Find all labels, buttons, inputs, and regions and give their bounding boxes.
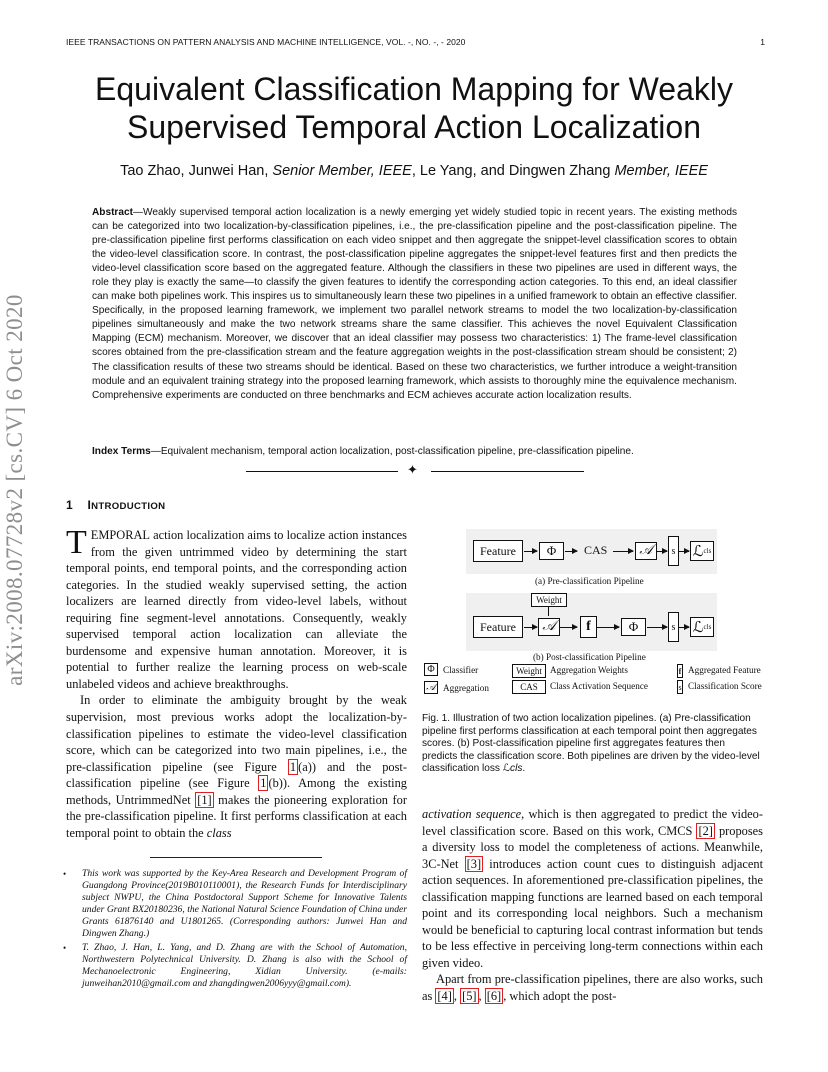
author-names-2: , Le Yang, and Dingwen Zhang <box>411 163 611 179</box>
loss-box-b <box>690 617 714 637</box>
drop-cap: T <box>66 524 87 561</box>
section-heading <box>66 498 165 512</box>
legend-classifier: Classifier <box>443 665 479 675</box>
figure-ref-link[interactable]: 1 <box>260 776 267 791</box>
cas-label: CAS <box>584 543 608 557</box>
authors <box>0 163 828 179</box>
left-column <box>66 524 408 841</box>
legend-weight-icon: Weight <box>512 664 546 678</box>
aggregation-box-a: 𝒜 <box>635 542 657 560</box>
author-role-1: Senior Member, IEEE <box>272 163 412 179</box>
legend-weights: Aggregation Weights <box>550 665 628 675</box>
figure-ref-link[interactable]: 1 <box>289 759 297 774</box>
caption-end: . <box>522 763 526 775</box>
legend-phi-icon: Φ <box>424 663 438 676</box>
footnote-funding-text: This work was supported by the Key-Area Research and Development Program of Guangdong Province(2019B010110001), the Research Funds for Interdisciplinary subject NWPU, the China Postdoctoral Support Scheme for Innovative Talents under Grant BX20180236, the National Natural Science Foundation of China under Grants 61876140 and U1801265. (Corresponding authors: Junwei Han and Dingwen Zhang.) <box>82 868 407 940</box>
section-title-initial: I <box>87 498 92 512</box>
weight-box: Weight <box>531 593 567 607</box>
right-text-3: introduces action count cues to distinguish adjacent action sequences. In aforementioned pre-classification pipelines, the classification mapping functions are learned based on each temporal point and its corresponding local neighbors. Such a mechanism would be beneficial to capturing local contrast information but tends to be less effective in perceiving long-term connections within each given video. <box>422 856 764 970</box>
intro-paragraph-2 <box>66 692 407 841</box>
loss-subscript: cls <box>703 547 712 555</box>
feature-box-a: Feature <box>473 540 523 562</box>
classifier-phi-box-a: Φ <box>539 542 564 560</box>
panel-b-caption: (b) Post-classification Pipeline <box>533 652 646 662</box>
right-italic: activation sequence <box>422 807 522 821</box>
index-terms-label: Index Terms <box>92 446 151 457</box>
citation-link[interactable]: [6] <box>486 989 502 1004</box>
right-text-1: , which is then aggregated to predict the video-level classification score. Based on this work, CMCS <box>422 807 763 838</box>
citation-link[interactable]: [2] <box>698 823 713 838</box>
arrow <box>565 551 577 552</box>
score-box-a: s <box>668 536 679 566</box>
intro-text-2c: (b)). Among the existing methods, UntrimmedNet <box>66 776 407 807</box>
loss-box-a <box>690 541 714 561</box>
arrow <box>647 627 667 628</box>
citation-link[interactable]: [1] <box>197 792 212 807</box>
right-text-5: , which adopt the post- <box>503 989 617 1004</box>
bullet-icon: • <box>63 943 67 953</box>
bullet-icon: • <box>63 869 67 879</box>
arxiv-stamp: arXiv:2008.07728v2 [cs.CV] 6 Oct 2020 <box>2 294 27 686</box>
classifier-phi-box-b: Φ <box>621 618 646 636</box>
intro-italic: class <box>206 825 232 840</box>
title-line-2: Supervised Temporal Action Localization <box>127 109 701 145</box>
legend-feature-icon: f <box>677 664 683 678</box>
running-head: IEEE TRANSACTIONS ON PATTERN ANALYSIS AND MACHINE INTELLIGENCE, VOL. -, NO. -, - 2020 <box>66 37 466 47</box>
section-number: 1 <box>66 498 73 512</box>
intro-paragraph-1 <box>66 524 408 692</box>
section-title-rest: NTRODUCTION <box>91 501 166 512</box>
loss-symbol: ℒ <box>692 619 704 636</box>
citation-link[interactable]: [3] <box>466 856 482 871</box>
author-role-2: Member, IEEE <box>614 163 708 179</box>
feature-box-b: Feature <box>473 616 523 638</box>
right-column <box>422 806 763 1005</box>
caption-loss: ℒcls <box>502 763 523 775</box>
abstract-text: —Weakly supervised temporal action localization is a newly emerging yet widely studied topic in recent years. The existing methods can be categorized into two localization-by-classification pipelines, i.e., the pre-classification pipeline and the post-classification pipeline. The pre-classification pipeline first performs classification on each video snippet and then aggregate the snippet-level classification scores to obtain the video-level classification score. In contrast, the post-classification pipeline aggregates the snippet-level features first and then predicts the video-level classification score based on the aggregated feature. Although the classifiers in these two pipelines are used in different ways, the role they play is exactly the same—to classify the given features to identify the corresponding action categories. To this end, an ideal classifier can make both pipelines work. This inspires us to simultaneously learn these two pipelines in a unified framework to obtain an effective classifier. Specifically, in the proposed learning framework, we implement two parallel network streams to model the two localization-by-classification pipelines simultaneously and make the two network streams share the same classifier. This achieves the novel Equivalent Classification Mapping (ECM) mechanism. Moreover, we discover that an ideal classifier may possess two characteristics: 1) The frame-level classification scores obtained from the pre-classification stream and the feature aggregation weights in the post-classification stream should be consistent; 2) The classification results of these two streams should be identical. Based on these two characteristics, we further introduce a weight-transition module and an equivalent training strategy into the proposed learning framework, which assists to thoroughly mine the equivalence mechanism. Comprehensive experiments are conducted on three benchmarks and ECM achieves accurate action localization results. <box>92 207 737 401</box>
footnote-affiliation-text: T. Zhao, J. Han, L. Yang, and D. Zhang are with the School of Automation, Northwestern Polytechnical University. D. Zhang is also with the School of Mechanoelectronic Engineering, Xidian University. (e-mails: junweihan2010@gmail.com and zhangdingwen2006yyy@gmail.com). <box>82 942 407 990</box>
score-box-b: s <box>668 612 679 642</box>
footnote-affiliation <box>63 942 407 990</box>
weight-connector <box>548 607 549 616</box>
arrow <box>524 627 537 628</box>
figure-caption <box>422 713 763 776</box>
section-divider <box>246 462 584 477</box>
right-text-4: Apart from pre-classification pipelines, there are also works, such as <box>422 972 763 1004</box>
loss-subscript: cls <box>703 623 712 631</box>
right-paragraph-2 <box>422 971 763 1004</box>
intro-smallcaps: EMPORAL <box>90 528 150 542</box>
aggregation-box-b: 𝒜 <box>538 618 560 636</box>
arrow <box>524 551 537 552</box>
arrow <box>560 627 577 628</box>
legend-score-icon: s <box>677 680 683 694</box>
divider-rule-right <box>431 471 584 472</box>
legend-feature: Aggregated Feature <box>688 665 761 675</box>
arrow <box>679 551 689 552</box>
legend-aggregation-icon: 𝒜 <box>424 681 438 694</box>
intro-text-2b: (a)) and the post-classification pipeline (see Figure <box>66 759 407 791</box>
abstract <box>92 206 737 403</box>
paper-title <box>0 70 828 146</box>
index-terms-text: —Equivalent mechanism, temporal action localization, post-classification pipeline, pre-classification pipeline. <box>150 446 634 457</box>
arrow <box>597 627 619 628</box>
citation-link[interactable]: [4] <box>437 989 452 1004</box>
panel-a-caption: (a) Pre-classification Pipeline <box>535 576 644 586</box>
loss-symbol: ℒ <box>692 543 704 560</box>
divider-rule-left <box>246 471 398 472</box>
abstract-label: Abstract <box>92 207 133 218</box>
intro-text-1: action localization aims to localize action instances from the given untrimmed video by determining the start temporal points, end temporal points, and the corresponding action categories. In the studied weakly supervised setting, the action localizers are learned directly from video-level labels, without requiring fine segment-level annotations. Consequently, weakly supervised temporal action localization can alleviate the burdensome and expensive human annotation. Moreover, it is potential to further realize the learning process on web-scale unlabeled videos and achieve breakthroughs. <box>66 528 408 691</box>
right-text-2: proposes a diversity loss to model the completeness of actions. Meanwhile, 3C-Net <box>422 823 763 871</box>
page-number: 1 <box>760 37 765 47</box>
citation-link[interactable]: [5] <box>462 989 477 1004</box>
footnote-funding <box>63 868 407 941</box>
title-line-1: Equivalent Classification Mapping for Weakly <box>95 71 733 107</box>
right-paragraph-1 <box>422 806 763 971</box>
legend-cas: Class Activation Sequence <box>550 681 648 691</box>
intro-text-2d: makes the pioneering exploration for the pre-classification pipeline. It first performs classification at each temporal point to obtain the <box>66 792 407 840</box>
figure-caption-text: Fig. 1. Illustration of two action localization pipelines. (a) Pre-classification pipeline first performs classification at each temporal point then aggregates scores. (b) Post-classification pipeline first aggregates features then predicts the classification score. Both pipelines are driven by the video-level classification loss <box>422 713 760 775</box>
divider-ornament-icon: ✦ <box>407 462 418 477</box>
arrow <box>613 551 633 552</box>
citation-separator: , <box>478 989 485 1004</box>
aggregated-feature-box: f <box>580 616 597 638</box>
legend-aggregation: Aggregation <box>443 683 489 693</box>
author-names-1: Tao Zhao, Junwei Han, <box>120 163 269 179</box>
footnote-rule <box>150 857 322 858</box>
arrow <box>679 627 689 628</box>
index-terms <box>92 446 737 457</box>
legend-score: Classification Score <box>688 681 762 691</box>
arrow <box>657 551 667 552</box>
citation-separator: , <box>453 989 461 1004</box>
intro-text-2a: In order to eliminate the ambiguity brought by the weak supervision, most previous works adopt the localization-by-classification pipelines to estimate the video-level classification score, which can be categorized into two main pipelines, i.e., the pre-classification pipeline (see Figure <box>66 693 407 774</box>
legend-cas-icon: CAS <box>512 680 546 694</box>
